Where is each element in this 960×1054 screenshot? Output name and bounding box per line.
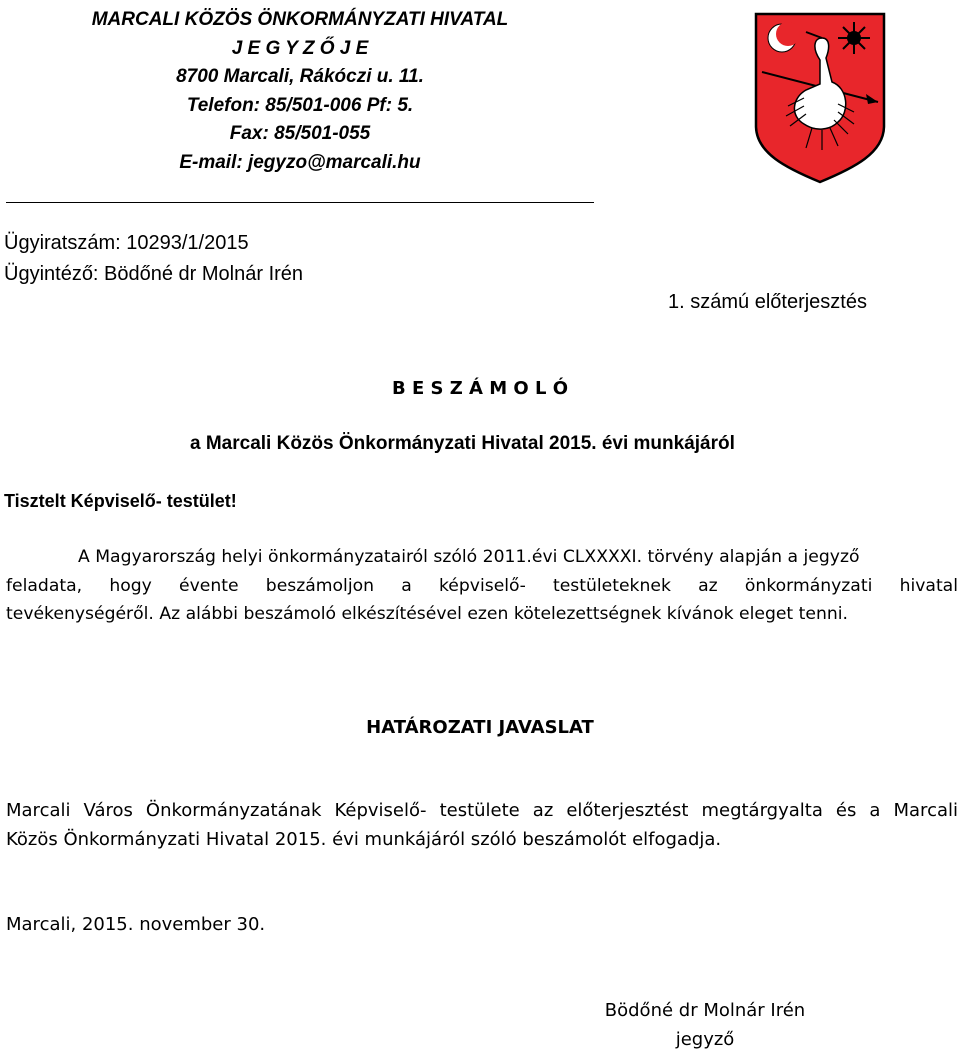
report-subtitle: a Marcali Közös Önkormányzati Hivatal 2015. évi munkájáról bbox=[190, 433, 735, 454]
proposal-number: 1. számú előterjesztés bbox=[668, 291, 867, 313]
office-address: 8700 Marcali, Rákóczi u. 11. bbox=[176, 66, 424, 87]
signature-name: Bödőné dr Molnár Irén bbox=[604, 1000, 806, 1021]
intro-line-2: feladata, hogy évente beszámoljon a képviselő- testületeknek az önkormányzati hivatal bbox=[6, 575, 958, 596]
case-handler: Ügyintéző: Bödőné dr Molnár Irén bbox=[4, 263, 304, 285]
resolution-line-2: Közös Önkormányzati Hivatal 2015. évi munkájáról szóló beszámolót elfogadja. bbox=[6, 828, 722, 850]
role-title: J E G Y Z Ő J E bbox=[231, 37, 369, 59]
header-divider bbox=[6, 202, 594, 203]
salutation: Tisztelt Képviselő- testület! bbox=[4, 491, 237, 511]
case-number: Ügyiratszám: 10293/1/2015 bbox=[4, 232, 249, 254]
marcali-coat-of-arms-icon bbox=[750, 8, 890, 186]
report-title: B E S Z Á M O L Ó bbox=[391, 378, 569, 399]
intro-line-1: A Magyarország helyi önkormányzatairól szóló 2011.évi CLXXXXI. törvény alapján a jegyző bbox=[78, 547, 860, 567]
office-name: MARCALI KÖZÖS ÖNKORMÁNYZATI HIVATAL bbox=[91, 9, 509, 30]
resolution-line-1: Marcali Város Önkormányzatának Képviselő- testülete az előterjesztést megtárgyalta és a Marcali bbox=[6, 800, 958, 821]
letterhead bbox=[0, 6, 600, 177]
place-date: Marcali, 2015. november 30. bbox=[6, 914, 266, 935]
office-fax: Fax: 85/501-055 bbox=[229, 123, 371, 144]
office-email: E-mail: jegyzo@marcali.hu bbox=[179, 151, 421, 173]
signature-title: jegyző bbox=[675, 1029, 735, 1050]
signature-block bbox=[560, 996, 850, 1054]
intro-line-3: tevékenységéről. Az alábbi beszámoló elkészítésével ezen kötelezettségnek kívánok eleget tenni. bbox=[6, 604, 848, 624]
resolution-paragraph bbox=[6, 797, 958, 854]
intro-paragraph bbox=[6, 543, 958, 629]
office-phone: Telefon: 85/501-006 Pf: 5. bbox=[186, 94, 414, 116]
resolution-title: HATÁROZATI JAVASLAT bbox=[366, 717, 594, 738]
